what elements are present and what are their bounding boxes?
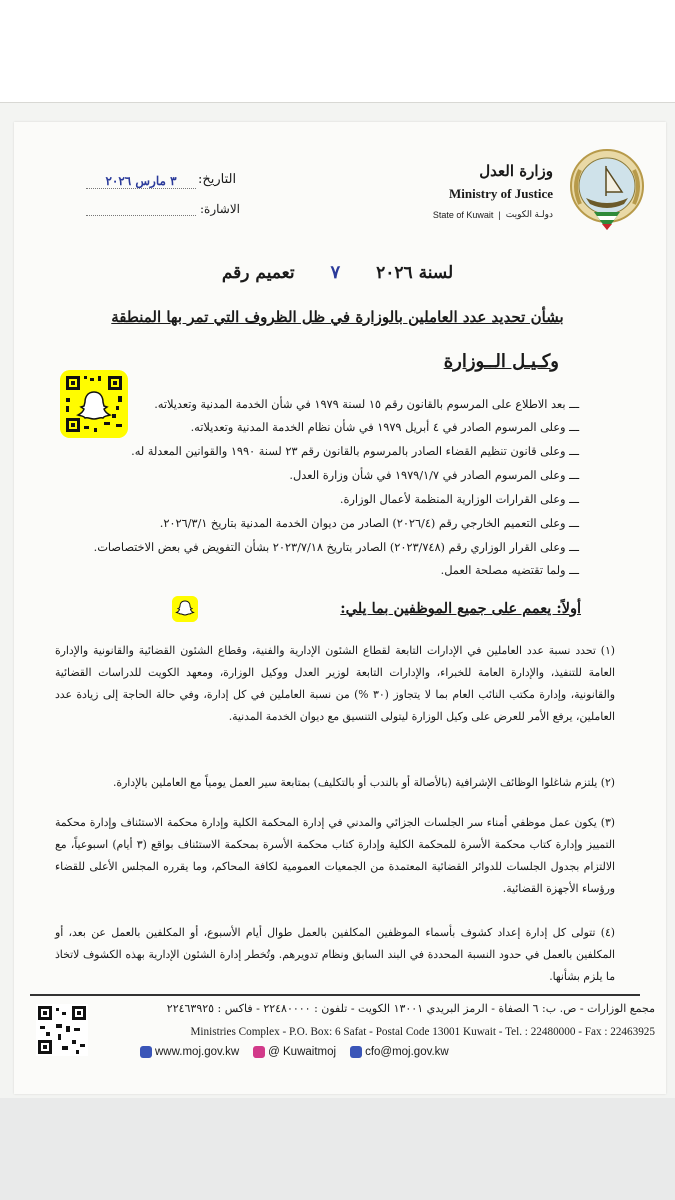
footer-qr-code-icon — [36, 1004, 88, 1056]
website-link[interactable] — [140, 1046, 239, 1058]
kuwait-emblem-icon — [566, 146, 648, 234]
mail-icon — [350, 1046, 362, 1058]
recital-line: ـــ وعلى المرسوم الصادر في ١٩٧٩/١/٧ في شأن وزارة العدل. — [289, 469, 579, 482]
email-text: cfo@moj.gov.kw — [365, 1046, 449, 1059]
website-text: www.moj.gov.kw — [155, 1046, 240, 1059]
ministry-name-english: Ministry of Justice — [449, 186, 553, 201]
reference-label: الاشارة: — [200, 202, 241, 216]
top-blank-area — [0, 0, 675, 100]
recital-line: ـــ وعلى القرار الوزاري رقم (٢٠٢٣/٧٤٨) الصادر بتاريخ ٢٠٢٣/٧/١٨ بشأن التفويض في بعض الاختصاصات. — [93, 541, 579, 554]
circular-number: ٧ — [330, 262, 341, 283]
recital-line: ـــ ولما تقتضيه مصلحة العمل. — [440, 564, 579, 577]
social-text: @ Kuwaitmoj — [268, 1046, 337, 1059]
globe-icon — [140, 1046, 152, 1058]
footer-address-arabic: مجمع الوزارات - ص. ب: ٦ الصفاة - الرمز البريدي ١٣٠٠١ الكويت - تلفون : ٢٢٤٨٠٠٠٠ - فاكس : ٢٢٤٦٣٩٢٥ — [166, 1002, 655, 1015]
reference-line — [86, 214, 196, 216]
ministry-name-arabic: وزارة العدل — [479, 162, 553, 180]
state-divider: | — [498, 209, 501, 220]
recital-line: ـــ بعد الاطلاع على المرسوم بالقانون رقم ١٥ لسنة ١٩٧٩ في شأن الخدمة المدنية وتعديلاته. — [154, 398, 579, 411]
subject-line: بشأن تحديد عدد العاملين بالوزارة في ظل الظروف التي تمر بها المنطقة — [111, 308, 564, 326]
footer-divider — [30, 994, 640, 996]
date-value: ٣ مارس ٢٠٢٦ — [86, 174, 196, 189]
circular-title — [0, 262, 675, 283]
section-heading: أولاً: يعمم على جميع الموظفين بما يلي: — [340, 600, 581, 617]
footer-links — [140, 1046, 449, 1058]
bottom-blank-area — [0, 1098, 675, 1200]
social-media-icon — [253, 1046, 265, 1058]
recital-line: ـــ وعلى التعميم الخارجي رقم (٢٠٢٦/٤) الصادر من ديوان الخدمة المدنية بتاريخ ٢٠٢٦/٣/١. — [159, 517, 579, 530]
state-english: State of Kuwait — [432, 209, 494, 220]
circular-label: تعميم رقم — [221, 263, 295, 283]
recital-line: ـــ وعلى قانون تنظيم القضاء الصادر بالمرسوم بالقانون رقم ٢٣ لسنة ١٩٩٠ والقوانين المعدلة له. — [131, 445, 579, 458]
clause-paragraph: (٣) يكون عمل موظفي أمناء سر الجلسات الجزائي والمدني في إدارة المحكمة الكلية وإدارة محكمة الاستئناف وإدارة محكمة التمييز وإدارة كتاب محكمة الأسرة للمحكمة الكلية وإدارة كتاب محكمة الأسرة بمحكمة الاستئناف بواقع (٣ أيام) اسبوعياً، مع الالتزام بجدول الجلسات للدوائر القضائية المعتمدة من الجمعيات العمومية لكافة المحاكم، وما يقرره المجلس الأعلى للقضاء ورؤساء الأجهزة القضائية. — [55, 816, 616, 895]
state-arabic: دولـة الكويت — [505, 209, 553, 219]
circular-year: لسنة ٢٠٢٦ — [376, 263, 454, 283]
clause-paragraph: (١) تحدد نسبة عدد العاملين في الإدارات التابعة لقطاع الشئون الإدارية والفنية، وقطاع الشئون القضائية والقانونية والإدارة العامة للتنفيذ، والإدارة العامة للخبراء، والإدارات التابعة لوزير العدل ووكيل الوزارة، ومعهد الكويت للدراسات القضائية والقانونية، وإدارة مكتب النائب العام بما لا يتجاوز (٣٠ %) من نسبة العاملين في كل إدارة، وفي حالة الحاجة إلى زيادة عدد العاملين، يرفع الأمر للعرض على وكيل الوزارة ليتولى التنسيق مع ديوان الخدمة المدنية. — [55, 644, 615, 723]
social-handle[interactable] — [253, 1046, 336, 1058]
snapchat-ghost-icon — [172, 596, 198, 622]
email-link[interactable] — [350, 1046, 449, 1058]
clause-paragraph: (٢) يلتزم شاغلوا الوظائف الإشرافية (بالأصالة أو بالندب أو بالتكليف) بمتابعة سير العمل يومياً مع العاملين بالإدارة. — [112, 776, 615, 789]
footer-address-english: Ministries Complex - P.O. Box: 6 Safat - Postal Code 13001 Kuwait - Tel. : 22480000 - Fax : 22463925 — [190, 1026, 655, 1038]
recital-line: ـــ وعلى المرسوم الصادر في ٤ أبريل ١٩٧٩ في شأن نظام الخدمة المدنية وتعديلاته. — [190, 421, 579, 434]
date-label: التاريخ: — [198, 172, 237, 187]
deputy-heading: وكـيـل الــوزارة — [443, 351, 559, 372]
state-line — [433, 209, 553, 220]
recital-line: ـــ وعلى القرارات الوزارية المنظمة لأعمال الوزارة. — [339, 493, 579, 506]
clause-paragraph: (٤) تتولى كل إدارة إعداد كشوف بأسماء الموظفين المكلفين بالعمل طوال أيام الأسبوع، أو المكلفين بالعمل عن بعد، أو المكلفين بالعمل في حدود النسبة المحددة في البند السابق ونظام تدويرهم. وتُخطر إدارة الشئون الإدارية بهذه الكشوف لاتخاذ ما يلزم بشأنها. — [55, 926, 615, 983]
